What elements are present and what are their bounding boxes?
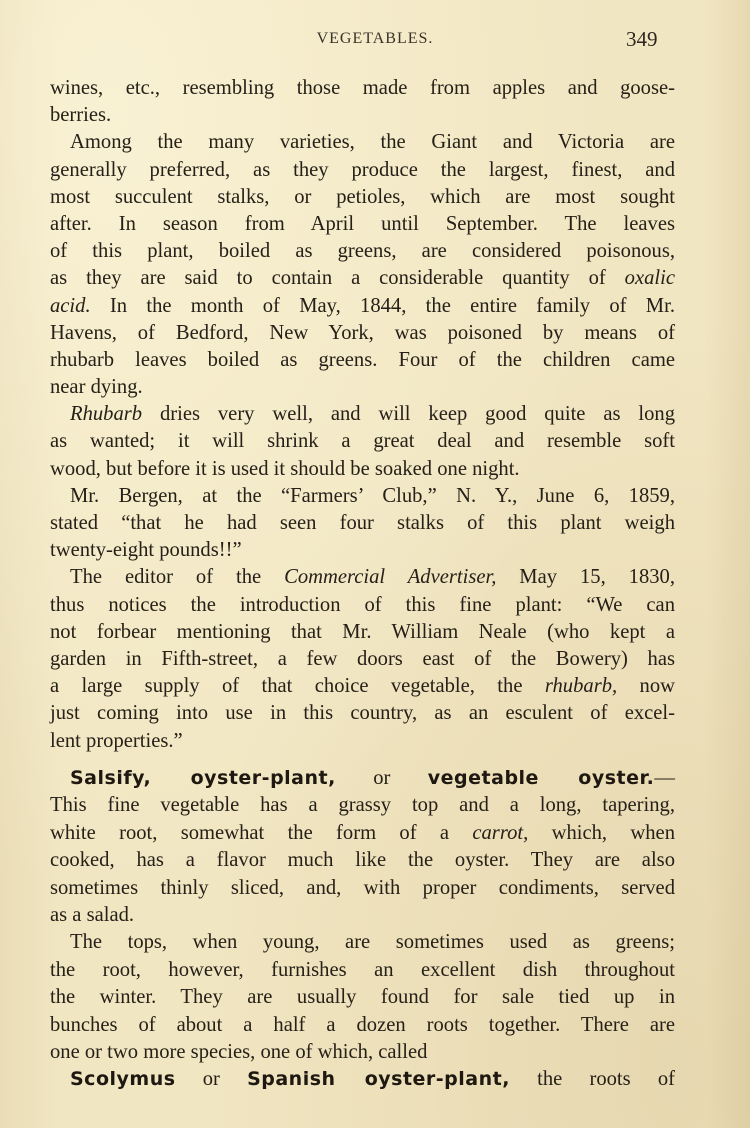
italic-term: acid. xyxy=(50,294,91,317)
section-heading: vegetable oyster. xyxy=(427,767,655,789)
text-line: stated “that he had seen four stalks of this plant weigh xyxy=(50,512,675,534)
text-run: The editor of the xyxy=(70,566,285,589)
italic-term: rhubarb, xyxy=(544,675,618,698)
text-line: thus notices the introduction of this fine plant: “We can xyxy=(50,593,675,616)
text-run: May 15, 1830, xyxy=(496,566,675,589)
text-line: the winter. They are usually found for sale tied up in xyxy=(50,986,675,1009)
text-line: near dying. xyxy=(50,376,143,399)
section-heading-line xyxy=(50,1066,675,1093)
text-line: bunches of about a half a dozen roots together. There are xyxy=(50,1013,675,1036)
text-line: of this plant, boiled as greens, are considered poisonous, xyxy=(50,240,675,263)
text-line: most succulent stalks, or petioles, which are most sought xyxy=(50,185,675,208)
page-number: 349 xyxy=(626,27,658,51)
section-heading: Salsify, oyster-plant, xyxy=(70,767,336,789)
text-run: white root, somewhat the form of a xyxy=(50,821,473,844)
text-run: or xyxy=(335,767,428,789)
text-line: as a salad. xyxy=(50,903,135,926)
text-line xyxy=(50,293,675,320)
italic-term: oxalic xyxy=(624,267,675,290)
italic-term: Commercial Advertiser, xyxy=(284,566,497,589)
text-line: just coming into use in this country, as an esculent of excel- xyxy=(50,702,675,725)
text-run: now xyxy=(617,675,675,698)
text-line: after. In season from April until September. The leaves xyxy=(50,212,675,235)
italic-term: carrot, xyxy=(472,821,529,844)
text-run: In the month of May, 1844, the entire family of Mr. xyxy=(90,294,675,317)
text-line: The tops, when young, are sometimes used as greens; xyxy=(70,931,675,954)
text-line: as wanted; it will shrink a great deal and resemble soft xyxy=(50,430,675,453)
section-heading: Scolymus xyxy=(70,1068,176,1091)
text-line: garden in Fifth-street, a few doors east of the Bowery) has xyxy=(50,647,675,670)
text-line: sometimes thinly sliced, and, with proper condiments, served xyxy=(50,876,675,899)
text-line xyxy=(50,673,675,700)
section-heading-line xyxy=(50,765,675,792)
italic-term: Rhubarb xyxy=(70,403,143,426)
text-run: the roots of xyxy=(509,1068,675,1091)
text-line: lent properties.” xyxy=(50,729,183,752)
text-line xyxy=(50,820,675,847)
text-line: the root, however, furnishes an excellent dish throughout xyxy=(50,958,675,981)
text-block-upper xyxy=(50,75,675,755)
text-line: twenty-eight pounds!!” xyxy=(50,539,242,562)
text-line xyxy=(50,564,675,591)
text-line: one or two more species, one of which, called xyxy=(50,1040,428,1063)
text-line: rhubarb leaves boiled as greens. Four of the children came xyxy=(50,348,675,371)
text-line: Havens, of Bedford, New York, was poisoned by means of xyxy=(50,321,675,344)
running-title: VEGETABLES. xyxy=(316,30,434,47)
text-line: not forbear mentioning that Mr. William Neale (who kept a xyxy=(50,620,675,643)
text-line xyxy=(50,401,675,428)
text-line xyxy=(50,265,675,292)
text-run: which, when xyxy=(528,821,675,844)
text-line: wines, etc., resembling those made from apples and goose- xyxy=(50,77,675,99)
text-line: Among the many varieties, the Giant and Victoria are xyxy=(70,131,675,154)
section-heading: Spanish oyster-plant, xyxy=(247,1068,510,1091)
text-run: dries very well, and will keep good quite as long xyxy=(142,403,675,426)
text-line: generally preferred, as they produce the largest, finest, and xyxy=(50,158,675,181)
text-run: as they are said to contain a considerable quantity of xyxy=(50,267,625,290)
em-dash: — xyxy=(654,767,675,789)
text-run: or xyxy=(175,1068,248,1091)
text-run: a large supply of that choice vegetable, the xyxy=(50,675,545,698)
text-line: wood, but before it is used it should be soaked one night. xyxy=(50,457,520,480)
text-line: cooked, has a flavor much like the oyster. They are also xyxy=(50,849,675,872)
text-line: Mr. Bergen, at the “Farmers’ Club,” N. Y., June 6, 1859, xyxy=(70,484,675,507)
text-line: berries. xyxy=(50,104,112,127)
text-block-lower xyxy=(50,765,675,1094)
text-line: This fine vegetable has a grassy top and a long, tapering, xyxy=(50,794,675,817)
